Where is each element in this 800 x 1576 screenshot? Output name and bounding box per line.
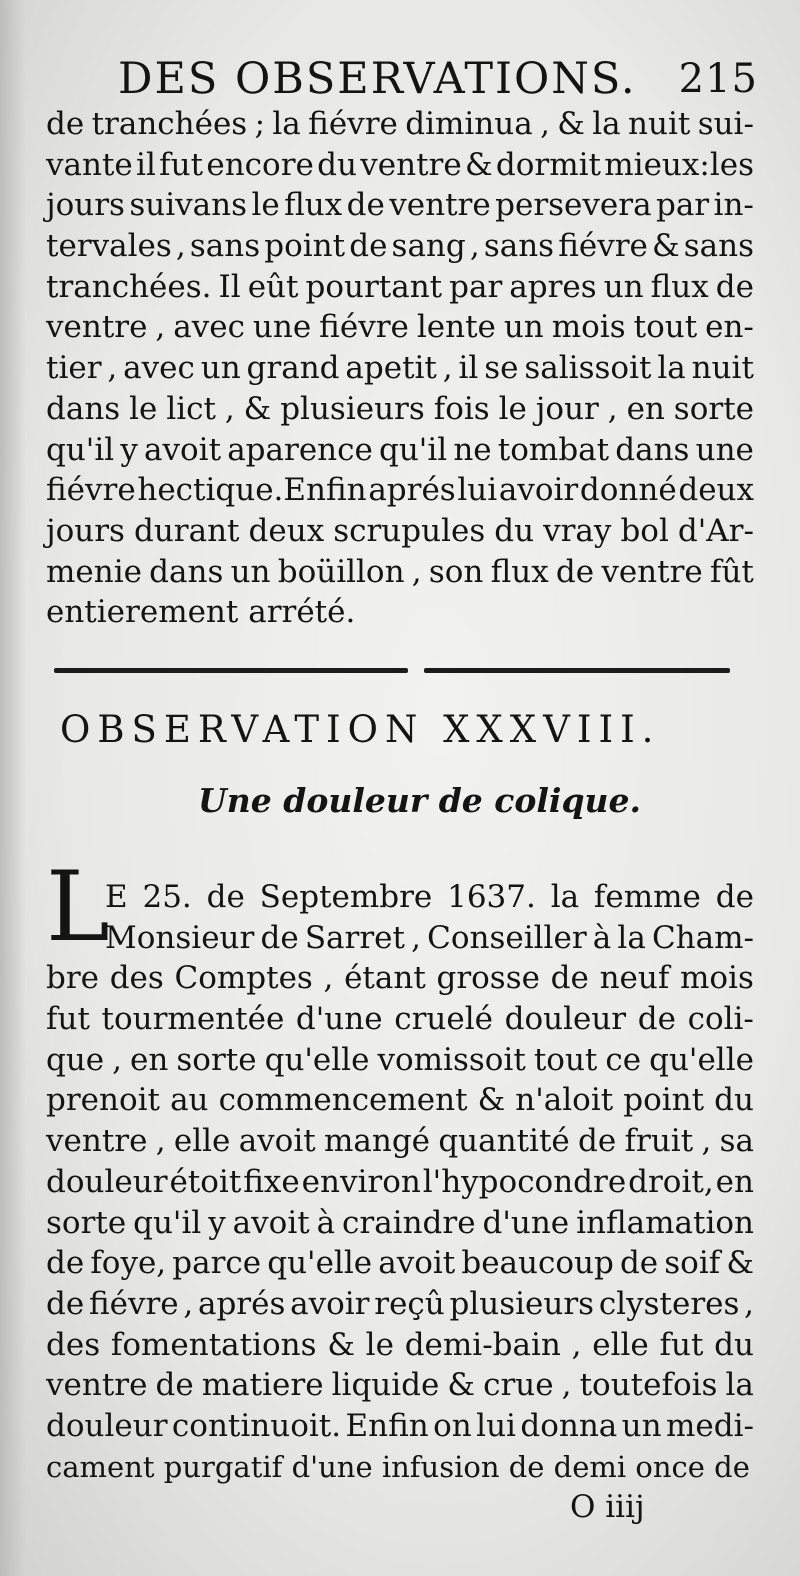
word: matiere [201,1367,324,1404]
word: qu'elle [267,1245,373,1282]
word: craindre [342,1204,476,1241]
word: de [346,187,385,224]
word: il [458,350,479,387]
word: , [411,919,421,956]
word: jours [46,512,125,549]
word: d'une [482,1204,570,1241]
word: qu'elle [649,1041,754,1078]
word: soif [664,1245,721,1282]
word: Enfin [345,1407,429,1444]
word: la [657,350,686,387]
word: apres [509,268,597,305]
word: tombat [497,431,610,468]
word: Il [218,268,241,305]
word: du [714,1082,754,1119]
word: aprés [368,472,456,509]
word: à [316,1204,336,1241]
word: demi-bain [404,1326,561,1363]
word: sans [483,228,555,265]
word: le [365,1326,394,1363]
word: avoit [378,1245,456,1282]
word: douleur [46,1407,168,1444]
word: , [411,553,422,590]
word: deux [248,512,325,549]
word: fiévre [319,309,409,346]
word: ventre [46,309,148,346]
word: de [349,228,388,265]
word: de [550,960,589,997]
word: de [260,919,299,956]
word: dans [149,553,224,590]
word: tier [46,350,102,387]
word: de [46,1245,85,1282]
word: elle [173,1123,231,1160]
word: sui- [697,106,754,142]
word: son [428,553,484,590]
word: , [442,350,453,387]
word: E [105,879,128,915]
word: douleur [46,1163,168,1200]
word: , [323,960,334,997]
text-line [46,1080,754,1121]
word: lict [166,390,216,427]
word: une [252,309,312,346]
word: dormit [495,146,601,183]
word: quantité [438,1123,570,1160]
word: commencement [218,1082,468,1119]
word: donné [579,472,677,509]
word: salissoit [524,350,652,387]
word: lui [457,472,498,509]
text-line [46,307,754,348]
word: de [46,1285,85,1322]
word: de [555,553,595,590]
word: qu'il [379,431,448,468]
word: inflamation [576,1204,754,1241]
word: ventre [389,187,491,224]
word: sang [391,228,466,265]
word: diminua [405,106,533,142]
word: coli- [687,1001,754,1038]
text-line [46,226,754,267]
word: , [155,1123,166,1160]
running-title: DES OBSERVATIONS. [118,54,637,104]
word: apetit [345,350,437,387]
drop-cap: L [46,851,110,963]
word: qu'il [46,431,115,468]
word: fiévre [308,106,398,142]
word: avoir [498,472,579,509]
word: liquide [331,1367,440,1404]
word: fiévre [46,472,136,509]
word: fiévre [558,228,648,265]
word: fut [159,146,204,183]
word: un [230,553,271,590]
word: sa [719,1123,754,1160]
word: grosse [436,960,540,997]
word: en- [705,309,754,346]
word: aparence [227,431,373,468]
word: de [206,879,245,915]
word: ce [605,1041,642,1078]
word: eût [247,268,299,305]
word: avoit [238,1123,316,1160]
word: sans [189,228,261,265]
word: deux [678,472,754,509]
word: Monsieur [105,919,255,956]
word: & [557,106,585,142]
word: , [107,350,118,387]
word: à [592,919,612,956]
observation-heading: OBSERVATION XXXVIII. [60,708,661,751]
section-divider-left [54,668,408,673]
word: un [603,268,644,305]
word: medi- [666,1407,754,1444]
word: un [503,309,544,346]
word: lui [476,1407,516,1444]
observation-body-text [46,877,754,1487]
word: jour [535,390,599,427]
word: persevera [495,187,652,224]
word: il [136,146,156,183]
word: Conseiller [427,919,587,956]
word: la [550,879,580,915]
word: & [243,390,272,427]
word: elle [592,1326,649,1363]
word: bre [46,960,100,997]
word: fruit [624,1123,694,1160]
word: en [626,390,665,427]
word: , [175,228,186,265]
text-line [46,1284,754,1325]
word: en [715,1163,754,1200]
text-line [46,267,754,308]
word: menie [46,553,142,590]
word: avoit [232,1204,310,1241]
word: boüillon [277,553,405,590]
word: , [744,1285,754,1322]
word: Septembre [259,879,433,915]
word: du [714,1326,754,1363]
word: & [477,1082,506,1119]
word: fiévre [88,1285,179,1322]
word: , [571,1326,582,1363]
word: & [464,146,493,183]
word: étant [344,960,426,997]
word: , [469,228,480,265]
word: tranchées. [46,268,212,305]
word: au [170,1082,209,1119]
word: des [109,960,164,997]
page-number: 215 [678,56,758,102]
word: d'une [295,1001,383,1038]
word: y [208,1204,226,1241]
word: crue [483,1367,554,1404]
word: beaucoup [461,1245,614,1282]
page-edge-shadow [0,0,26,1576]
word: mois [680,960,754,997]
text-line [46,1162,754,1203]
word: tout [633,309,698,346]
word: sorte [176,1041,257,1078]
previous-observation-text [46,104,754,633]
word: 25. [142,879,192,915]
word: , [607,390,618,427]
word: grand [246,350,340,387]
word: point [264,228,346,265]
observation-subtitle: Une douleur de colique. [198,781,642,820]
word: dans [615,431,690,468]
word: droit, [628,1163,714,1200]
word: jours [46,187,125,224]
word: aprés [197,1285,286,1322]
running-head [118,50,758,108]
word: plusieurs [280,390,425,427]
word: tervales [46,228,172,265]
word: ventre [46,1367,148,1404]
text-line [46,877,754,918]
word: de [715,879,754,915]
word: mangé [324,1123,431,1160]
word: d'Ar- [677,512,754,549]
word: fut [46,1001,90,1038]
word: flux [490,553,549,590]
word: bol [620,512,669,549]
word: avoit [144,431,222,468]
word: foye, [90,1245,167,1282]
text-line: cament purgatif d'une infusion de demi once de [46,1449,750,1484]
word: mois [551,309,626,346]
word: Sarret [304,919,405,956]
word: de [155,1367,194,1404]
word: la [272,106,301,142]
word: en [130,1041,169,1078]
word: Comptes [174,960,313,997]
word: suivans [129,187,248,224]
word: , [540,106,550,142]
word: sans [683,228,754,265]
word: neuf [599,960,670,997]
word: le [498,390,527,427]
text-line [46,1243,754,1284]
word: , [561,1367,572,1404]
word: étoit [169,1163,242,1200]
word: tranchées [91,106,248,142]
word: & [327,1326,355,1363]
word: de [578,1123,617,1160]
word: des [46,1326,101,1363]
word: ; [254,106,266,142]
word: parce [172,1245,262,1282]
word: environ [301,1163,421,1200]
word: in- [713,187,754,224]
word: fut [659,1326,704,1363]
word: & [652,228,680,265]
word: mieux:les [604,146,754,183]
word: sorte [673,390,754,427]
word: pourtant [305,268,443,305]
text-line [46,1040,754,1081]
text-line [46,958,754,999]
word: encore [206,146,314,183]
word: qu'elle [264,1041,370,1078]
text-line [46,511,754,552]
word: la [617,919,646,956]
word: scrupules [333,512,486,549]
word: de [637,1001,676,1038]
word: sorte [46,1204,127,1241]
text-line [46,1365,754,1406]
word: 1637. [447,879,536,915]
word: se [484,350,519,387]
word: fois [433,390,490,427]
word: de [619,1245,659,1282]
word: nuit [691,350,754,387]
word: cruelé [394,1001,493,1038]
signature-mark: O iiij [570,1489,645,1525]
word: douleur [504,1001,627,1038]
word: femme [593,879,701,915]
text-line [46,999,754,1040]
word: , [183,1285,194,1322]
word: avoir [290,1285,370,1322]
text-line [46,145,754,186]
word: ne [453,431,492,468]
word: , [224,390,235,427]
word: qu'il [133,1204,202,1241]
word: du [494,512,535,549]
word: fomentations [110,1326,317,1363]
word: y [120,431,138,468]
word: que [46,1041,105,1078]
text-line [46,470,754,511]
text-line [46,1406,754,1447]
word: ventre [601,553,703,590]
word: plusieurs [449,1285,595,1322]
word: flux [650,268,709,305]
text-line [46,348,754,389]
text-line [46,430,754,471]
word: nuit [628,106,691,142]
word: donna [520,1407,618,1444]
word: le [251,187,280,224]
word: avec [123,350,195,387]
word: ventre [46,1123,148,1160]
word: tourmentée [101,1001,285,1038]
word: on [433,1407,472,1444]
word: une [695,431,754,468]
word: hectique.Enfin [137,472,367,509]
text-line [46,1121,754,1162]
word: ventre [360,146,462,183]
text-line [46,1325,754,1366]
word: toutefois [579,1367,718,1404]
word: par [449,268,503,305]
word: la [592,106,621,142]
word: clysteres [598,1285,740,1322]
word: de [46,106,85,142]
text-line [46,1203,754,1244]
word: un [200,350,241,387]
text-line [46,104,754,145]
word: continuoit. [171,1407,342,1444]
word: fixe [243,1163,300,1200]
word: avec [173,309,245,346]
text-line [46,185,754,226]
word: par [655,187,710,224]
word: n'aloit [515,1082,614,1119]
word: reçû [374,1285,445,1322]
text-line [46,552,754,593]
word: de [715,268,754,305]
word: durant [133,512,240,549]
word: , [701,1123,712,1160]
word: fût [709,553,754,590]
word: le [129,390,158,427]
word: du [317,146,357,183]
word: & [447,1367,476,1404]
word: prenoit [46,1082,161,1119]
word: flux [284,187,343,224]
word: un [621,1407,662,1444]
word: , [112,1041,123,1078]
word: vray [543,512,612,549]
word: , [155,309,166,346]
word: vomissoit [377,1041,526,1078]
word: la [725,1367,754,1404]
word: lente [416,309,496,346]
word: point [623,1082,705,1119]
text-line [46,389,754,430]
word: vante [46,146,133,183]
text-line: entierement arrété. [46,594,356,631]
word: & [726,1245,754,1282]
section-divider-right [424,668,730,673]
word: tout [533,1041,598,1078]
word: Cham- [651,919,754,956]
word: l'hypocondre [422,1163,627,1200]
word: dans [46,390,121,427]
text-line [46,918,754,959]
